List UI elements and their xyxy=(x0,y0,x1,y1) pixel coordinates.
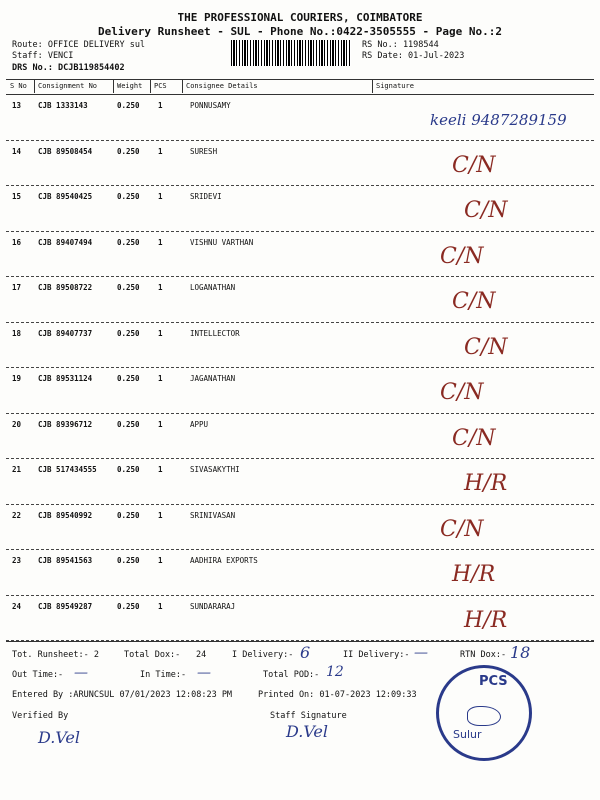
row-pcs: 1 xyxy=(158,419,163,429)
total-dox-label: Total Dox:- xyxy=(124,650,181,660)
row-sno: 19 xyxy=(12,374,22,383)
barcode xyxy=(231,40,351,66)
i-delivery-value: 6 xyxy=(300,643,311,662)
row-sno: 23 xyxy=(12,556,22,565)
stamp-bottom-text: Sulur xyxy=(453,728,482,741)
row-consignee: SIVASAKYTHI xyxy=(190,465,240,474)
row-weight: 0.250 xyxy=(117,328,140,338)
in-time-value: — xyxy=(197,665,211,681)
total-dox-value: 24 xyxy=(196,650,207,660)
row-pcs: 1 xyxy=(158,374,163,383)
verifier-signature: D.Vel xyxy=(38,728,81,747)
row-pcs: 1 xyxy=(158,146,163,156)
row-consignment-no: CJB 1333143 xyxy=(38,101,88,110)
col-header-consignment: Consignment No xyxy=(38,82,98,90)
row-consignment-no: CJB 89540425 xyxy=(38,192,93,201)
row-consignee: SRINIVASAN xyxy=(190,510,236,520)
row-sno: 17 xyxy=(12,283,22,292)
row-pcs: 1 xyxy=(158,510,163,520)
rs-number: RS No.: 1198544 xyxy=(362,40,439,50)
col-divider xyxy=(372,80,373,93)
row-consignment-no: CJB 89540992 xyxy=(38,510,93,520)
row-consignee: APPU xyxy=(190,419,209,429)
col-header-sno: S No xyxy=(10,82,27,90)
row-pcs: 1 xyxy=(158,556,163,565)
table-top-rule xyxy=(6,79,594,80)
row-consignee: PONNUSAMY xyxy=(190,101,231,110)
row-signature: C/N xyxy=(440,516,484,542)
total-pod-value: 12 xyxy=(326,664,344,680)
row-consignment-no: CJB 89407494 xyxy=(38,237,93,247)
office-stamp xyxy=(436,665,532,761)
row-signature: H/R xyxy=(464,471,508,496)
company-title: THE PROFESSIONAL COURIERS, COIMBATORE xyxy=(177,11,423,24)
row-divider xyxy=(6,413,594,414)
row-weight: 0.250 xyxy=(117,146,140,156)
row-pcs: 1 xyxy=(158,237,163,247)
row-divider xyxy=(6,231,594,232)
row-weight: 0.250 xyxy=(117,283,140,292)
row-weight: 0.250 xyxy=(117,601,140,611)
row-weight: 0.250 xyxy=(117,419,140,429)
rtn-dox-value: 18 xyxy=(510,643,531,662)
table-header-rule xyxy=(6,94,594,95)
stamp-top-text: PCS xyxy=(479,674,508,689)
row-signature: H/R xyxy=(464,607,508,633)
row-pcs: 1 xyxy=(158,283,163,292)
row-divider xyxy=(6,140,594,141)
row-signature: H/R xyxy=(452,562,496,587)
row-consignment-no: CJB 89407737 xyxy=(38,328,93,338)
row-sno: 15 xyxy=(12,192,22,201)
row-divider xyxy=(6,549,594,550)
row-pcs: 1 xyxy=(158,465,163,474)
row-signature: C/N xyxy=(452,152,496,178)
row-weight: 0.250 xyxy=(117,237,140,247)
row-consignee: SURESH xyxy=(190,146,218,156)
row-weight: 0.250 xyxy=(117,556,140,565)
ii-delivery-label: II Delivery:- xyxy=(343,650,410,660)
row-signature: keeli 9487289159 xyxy=(430,111,567,129)
row-pcs: 1 xyxy=(158,601,163,611)
drs-number: DRS No.: DCJB119854402 xyxy=(12,63,125,73)
col-divider xyxy=(34,80,35,93)
route-label: Route: OFFICE DELIVERY sul xyxy=(12,40,146,50)
col-divider xyxy=(150,80,151,93)
row-sno: 21 xyxy=(12,465,22,474)
total-pod-label: Total POD:- xyxy=(263,670,320,680)
i-delivery-label: I Delivery:- xyxy=(232,650,294,660)
rs-date: RS Date: 01-Jul-2023 xyxy=(362,51,465,61)
tot-runsheet: Tot. Runsheet:- 2 xyxy=(12,650,99,660)
row-divider xyxy=(6,367,594,368)
row-weight: 0.250 xyxy=(117,510,140,520)
row-divider xyxy=(6,595,594,596)
printed-on: Printed On: 01-07-2023 12:09:33 xyxy=(258,690,417,700)
rtn-dox-label: RTN Dox:- xyxy=(460,650,507,660)
row-sno: 16 xyxy=(12,237,22,247)
row-consignee: INTELLECTOR xyxy=(190,328,240,338)
out-time-value: — xyxy=(74,665,88,681)
row-weight: 0.250 xyxy=(117,101,140,110)
col-header-consignee: Consignee Details xyxy=(186,82,258,90)
row-divider xyxy=(6,322,594,323)
row-consignee: AADHIRA EXPORTS xyxy=(190,556,258,565)
col-header-pcs: PCS xyxy=(154,82,167,90)
row-pcs: 1 xyxy=(158,192,163,201)
row-signature: C/N xyxy=(464,198,508,223)
row-sno: 20 xyxy=(12,419,22,429)
stamp-emblem xyxy=(467,706,501,726)
row-signature: C/N xyxy=(464,334,508,360)
row-weight: 0.250 xyxy=(117,192,140,201)
row-signature: C/N xyxy=(452,289,496,314)
staff-signature-label: Staff Signature xyxy=(270,711,347,721)
row-consignee: SRIDEVI xyxy=(190,192,222,201)
row-signature: C/N xyxy=(452,425,496,451)
col-divider xyxy=(113,80,114,93)
row-consignment-no: CJB 89396712 xyxy=(38,419,93,429)
runsheet-subtitle: Delivery Runsheet - SUL - Phone No.:0422-3505555 - Page No.:2 xyxy=(98,25,502,38)
row-weight: 0.250 xyxy=(117,465,140,474)
entered-by: Entered By :ARUNCSUL 07/01/2023 12:08:23 PM xyxy=(12,690,233,700)
col-divider xyxy=(182,80,183,93)
row-weight: 0.250 xyxy=(117,374,140,383)
row-divider xyxy=(6,504,594,505)
row-divider xyxy=(6,276,594,277)
row-sno: 13 xyxy=(12,101,22,110)
staff-label: Staff: VENCI xyxy=(12,51,74,61)
staff-signature: D.Vel xyxy=(286,722,329,741)
row-consignment-no: CJB 89549287 xyxy=(38,601,93,611)
col-header-weight: Weight xyxy=(117,82,143,90)
row-consignee: JAGANATHAN xyxy=(190,374,236,383)
row-sno: 22 xyxy=(12,510,22,520)
row-consignment-no: CJB 89508722 xyxy=(38,283,93,292)
row-consignment-no: CJB 89541563 xyxy=(38,556,93,565)
row-divider xyxy=(6,458,594,459)
table-bottom-rule xyxy=(6,641,594,642)
verified-by-label: Verified By xyxy=(12,711,69,721)
row-consignment-no: CJB 89508454 xyxy=(38,146,93,156)
out-time-label: Out Time:- xyxy=(12,670,64,680)
row-sno: 18 xyxy=(12,328,22,338)
row-consignee: VISHNU VARTHAN xyxy=(190,237,254,247)
ii-delivery-value: — xyxy=(414,645,428,661)
row-consignee: LOGANATHAN xyxy=(190,283,236,292)
in-time-label: In Time:- xyxy=(140,670,187,680)
row-sno: 24 xyxy=(12,601,22,611)
row-sno: 14 xyxy=(12,146,22,156)
row-divider xyxy=(6,185,594,186)
row-consignment-no: CJB 517434555 xyxy=(38,465,97,474)
row-consignment-no: CJB 89531124 xyxy=(38,374,93,383)
row-signature: C/N xyxy=(440,243,484,269)
col-header-signature: Signature xyxy=(376,82,414,90)
row-consignee: SUNDARARAJ xyxy=(190,601,236,611)
row-pcs: 1 xyxy=(158,328,163,338)
row-pcs: 1 xyxy=(158,101,163,110)
row-signature: C/N xyxy=(440,380,484,405)
